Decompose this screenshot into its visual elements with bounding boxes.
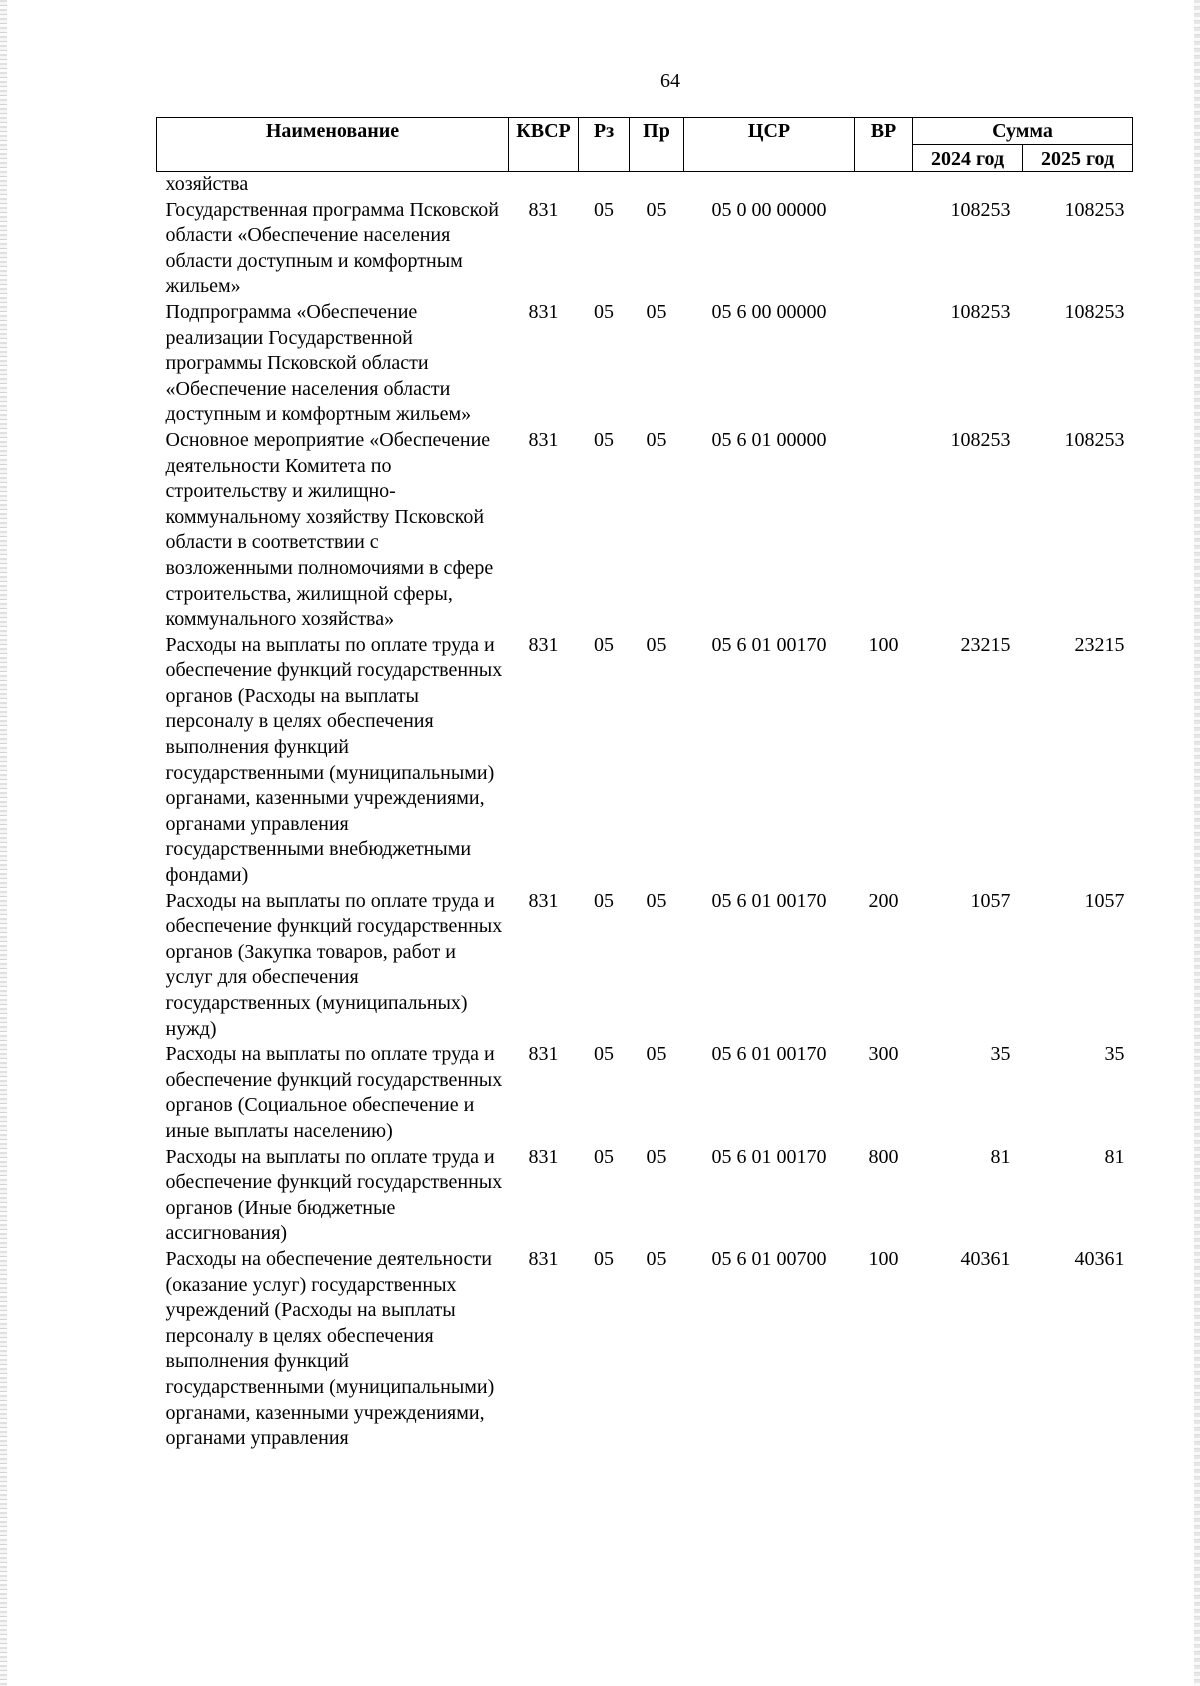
header-vr: ВР — [855, 118, 913, 172]
row-kvsr: 831 — [528, 1247, 559, 1270]
row-rz: 05 — [594, 198, 614, 221]
table-row — [157, 300, 1133, 428]
row-sum-2025: 108253 — [1064, 198, 1125, 221]
row-sum-2024: 108253 — [950, 198, 1011, 221]
row-pr: 05 — [646, 300, 667, 323]
row-name: Основное мероприятие «Обеспечение деятельности Комитета по строительству и жилищно-коммунальному хозяйству Псковской области в соответствии с возложенными полномочиями в сфере строительства, жилищной сферы, коммунального хозяйства» — [165, 428, 494, 631]
row-kvsr: 831 — [528, 889, 559, 912]
table-header — [157, 118, 1133, 172]
table-row — [157, 198, 1133, 300]
row-rz: 05 — [594, 1043, 614, 1066]
row-sum-2025: 108253 — [1064, 428, 1125, 451]
row-name: Расходы на выплаты по оплате труда и обеспечение функций государственных органов (Иные бюджетные ассигнования) — [165, 1145, 503, 1245]
row-pr: 05 — [646, 1145, 667, 1168]
row-pr: 05 — [646, 889, 667, 912]
row-sum-2025: 40361 — [1074, 1247, 1125, 1270]
row-pr: 05 — [646, 1043, 667, 1066]
table-row — [157, 633, 1133, 889]
row-rz — [579, 172, 630, 198]
row-sum-2024: 108253 — [950, 428, 1011, 451]
row-csr: 05 6 01 00170 — [711, 1145, 827, 1168]
row-pr — [630, 172, 684, 198]
row-sum-2024: 40361 — [960, 1247, 1011, 1270]
row-vr: 300 — [868, 1043, 899, 1066]
row-rz: 05 — [594, 428, 614, 451]
row-name: Расходы на выплаты по оплате труда и обеспечение функций государственных органов (Расходы на выплаты персоналу в целях обеспечения выполнения функций государственными (муниципальными) органами, казенными учреждениями, органами управления государственными внебюджетными фондами) — [165, 633, 503, 887]
budget-table — [156, 117, 1133, 1452]
row-vr: 200 — [868, 889, 899, 912]
row-rz: 05 — [594, 1247, 614, 1270]
row-csr: 05 6 01 00170 — [711, 889, 827, 912]
row-pr: 05 — [646, 1247, 667, 1270]
row-name: Расходы на выплаты по оплате труда и обеспечение функций государственных органов (Социальное обеспечение и иные выплаты населению) — [165, 1043, 503, 1142]
budget-table-wrap — [156, 117, 1132, 1452]
row-vr — [855, 300, 913, 428]
table-row — [157, 889, 1133, 1043]
row-vr — [855, 428, 913, 633]
header-pr: Пр — [630, 118, 684, 172]
row-kvsr: 831 — [528, 198, 559, 221]
table-row — [157, 1042, 1133, 1144]
row-csr: 05 6 01 00170 — [711, 633, 827, 656]
row-sum-2025: 81 — [1104, 1145, 1125, 1168]
header-year-2024: 2024 год — [913, 145, 1023, 172]
row-csr: 05 6 00 00000 — [711, 300, 827, 323]
header-rz: Рз — [579, 118, 630, 172]
row-name: Подпрограмма «Обеспечение реализации Государственной программы Псковской области «Обеспечение населения области доступным и комфортным жильем» — [165, 300, 472, 426]
row-rz: 05 — [594, 1145, 614, 1168]
row-name: хозяйства — [165, 173, 249, 195]
row-sum-2024: 81 — [990, 1145, 1011, 1168]
row-pr: 05 — [646, 198, 667, 221]
row-kvsr: 831 — [528, 1145, 559, 1168]
page-number: 64 — [660, 70, 680, 92]
row-rz: 05 — [594, 300, 614, 323]
scan-edge-right — [1194, 0, 1200, 1686]
scan-edge-left — [0, 0, 7, 1686]
row-vr — [855, 198, 913, 300]
row-sum-2024 — [913, 172, 1023, 198]
row-kvsr: 831 — [528, 1043, 559, 1066]
table-row — [157, 172, 1133, 198]
table-row — [157, 428, 1133, 633]
table-row — [157, 1247, 1133, 1452]
row-vr: 100 — [868, 1247, 899, 1270]
row-pr: 05 — [646, 428, 667, 451]
row-csr: 05 6 01 00700 — [711, 1247, 827, 1270]
row-sum-2025: 23215 — [1074, 633, 1125, 656]
row-sum-2025: 108253 — [1064, 300, 1125, 323]
row-sum-2025: 35 — [1104, 1043, 1125, 1066]
row-pr: 05 — [646, 633, 667, 656]
row-sum-2025: 1057 — [1084, 889, 1125, 912]
row-vr — [855, 172, 913, 198]
row-sum-2024: 1057 — [970, 889, 1011, 912]
header-name: Наименование — [157, 118, 509, 172]
header-csr: ЦСР — [684, 118, 855, 172]
table-row — [157, 1145, 1133, 1247]
row-csr: 05 0 00 00000 — [711, 198, 827, 221]
row-vr: 800 — [868, 1145, 899, 1168]
row-sum-2025 — [1023, 172, 1133, 198]
row-vr: 100 — [868, 633, 899, 656]
row-kvsr: 831 — [528, 300, 559, 323]
row-kvsr — [509, 172, 579, 198]
row-rz: 05 — [594, 633, 614, 656]
row-kvsr: 831 — [528, 428, 559, 451]
header-kvsr: КВСР — [509, 118, 579, 172]
row-kvsr: 831 — [528, 633, 559, 656]
row-csr: 05 6 01 00170 — [711, 1043, 827, 1066]
row-name: Расходы на выплаты по оплате труда и обеспечение функций государственных органов (Закупка товаров, работ и услуг для обеспечения государственных (муниципальных) нужд) — [165, 889, 503, 1040]
row-csr: 05 6 01 00000 — [711, 428, 827, 451]
header-year-2025: 2025 год — [1023, 145, 1133, 172]
header-sum: Сумма — [913, 118, 1133, 145]
row-csr — [684, 172, 855, 198]
row-sum-2024: 23215 — [960, 633, 1011, 656]
row-sum-2024: 35 — [990, 1043, 1011, 1066]
row-rz: 05 — [594, 889, 614, 912]
row-sum-2024: 108253 — [950, 300, 1011, 323]
row-name: Государственная программа Псковской области «Обеспечение населения области доступным и комфортным жильем» — [165, 198, 499, 298]
table-body — [157, 172, 1133, 1452]
row-name: Расходы на обеспечение деятельности (оказание услуг) государственных учреждений (Расходы на выплаты персоналу в целях обеспечения выполнения функций государственными (муниципальными) органами, казенными учреждениями, органами управления — [165, 1247, 495, 1450]
